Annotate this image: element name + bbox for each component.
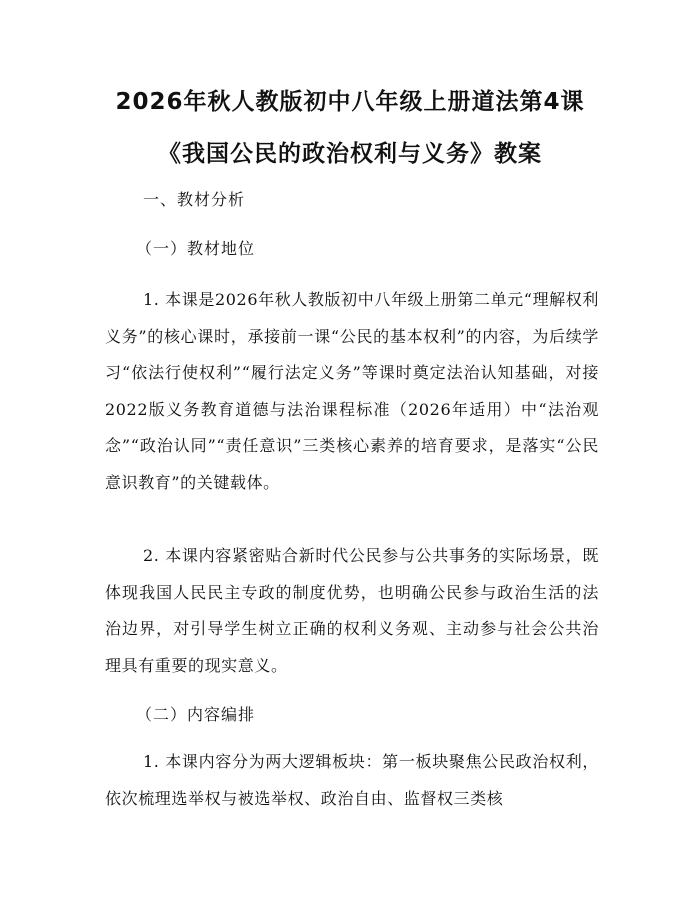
document-title-line2: 《我国公民的政治权利与义务》教案 [158, 141, 542, 167]
paragraph-2: 2. 本课内容紧密贴合新时代公民参与公共事务的实际场景，既体现我国人民民主专政的制度优势，也明确公民参与政治生活的法治边界，对引导学生树立正确的权利义务观、主动参与社会公共治理具有重要的现实意义。 [105, 546, 599, 675]
paragraph-3: 1. 本课内容分为两大逻辑板块：第一板块聚焦公民政治权利，依次梳理选举权与被选举权、政治自由、监督权三类核 [105, 752, 599, 808]
document-title-line1: 2026年秋人教版初中八年级上册道法第4课 [115, 89, 585, 115]
subsection-heading-content-arrangement: （二）内容编排 [136, 705, 256, 724]
section-heading-textbook-analysis: 一、教材分析 [143, 190, 246, 209]
subsection-heading-textbook-position: （一）教材地位 [136, 239, 256, 258]
paragraph-1: 1. 本课是2026年秋人教版初中八年级上册第二单元“理解权利义务”的核心课时，承接前一课“公民的基本权利”的内容，为后续学习“依法行使权利”“履行法定义务”等课时奠定法治认知基础，对接2022版义务教育道德与法治课程标准（2026年适用）中“法治观念”“政治认同”“责任意识”三类核心素养的培育要求，是落实“公民意识教育”的关键载体。 [105, 290, 599, 492]
